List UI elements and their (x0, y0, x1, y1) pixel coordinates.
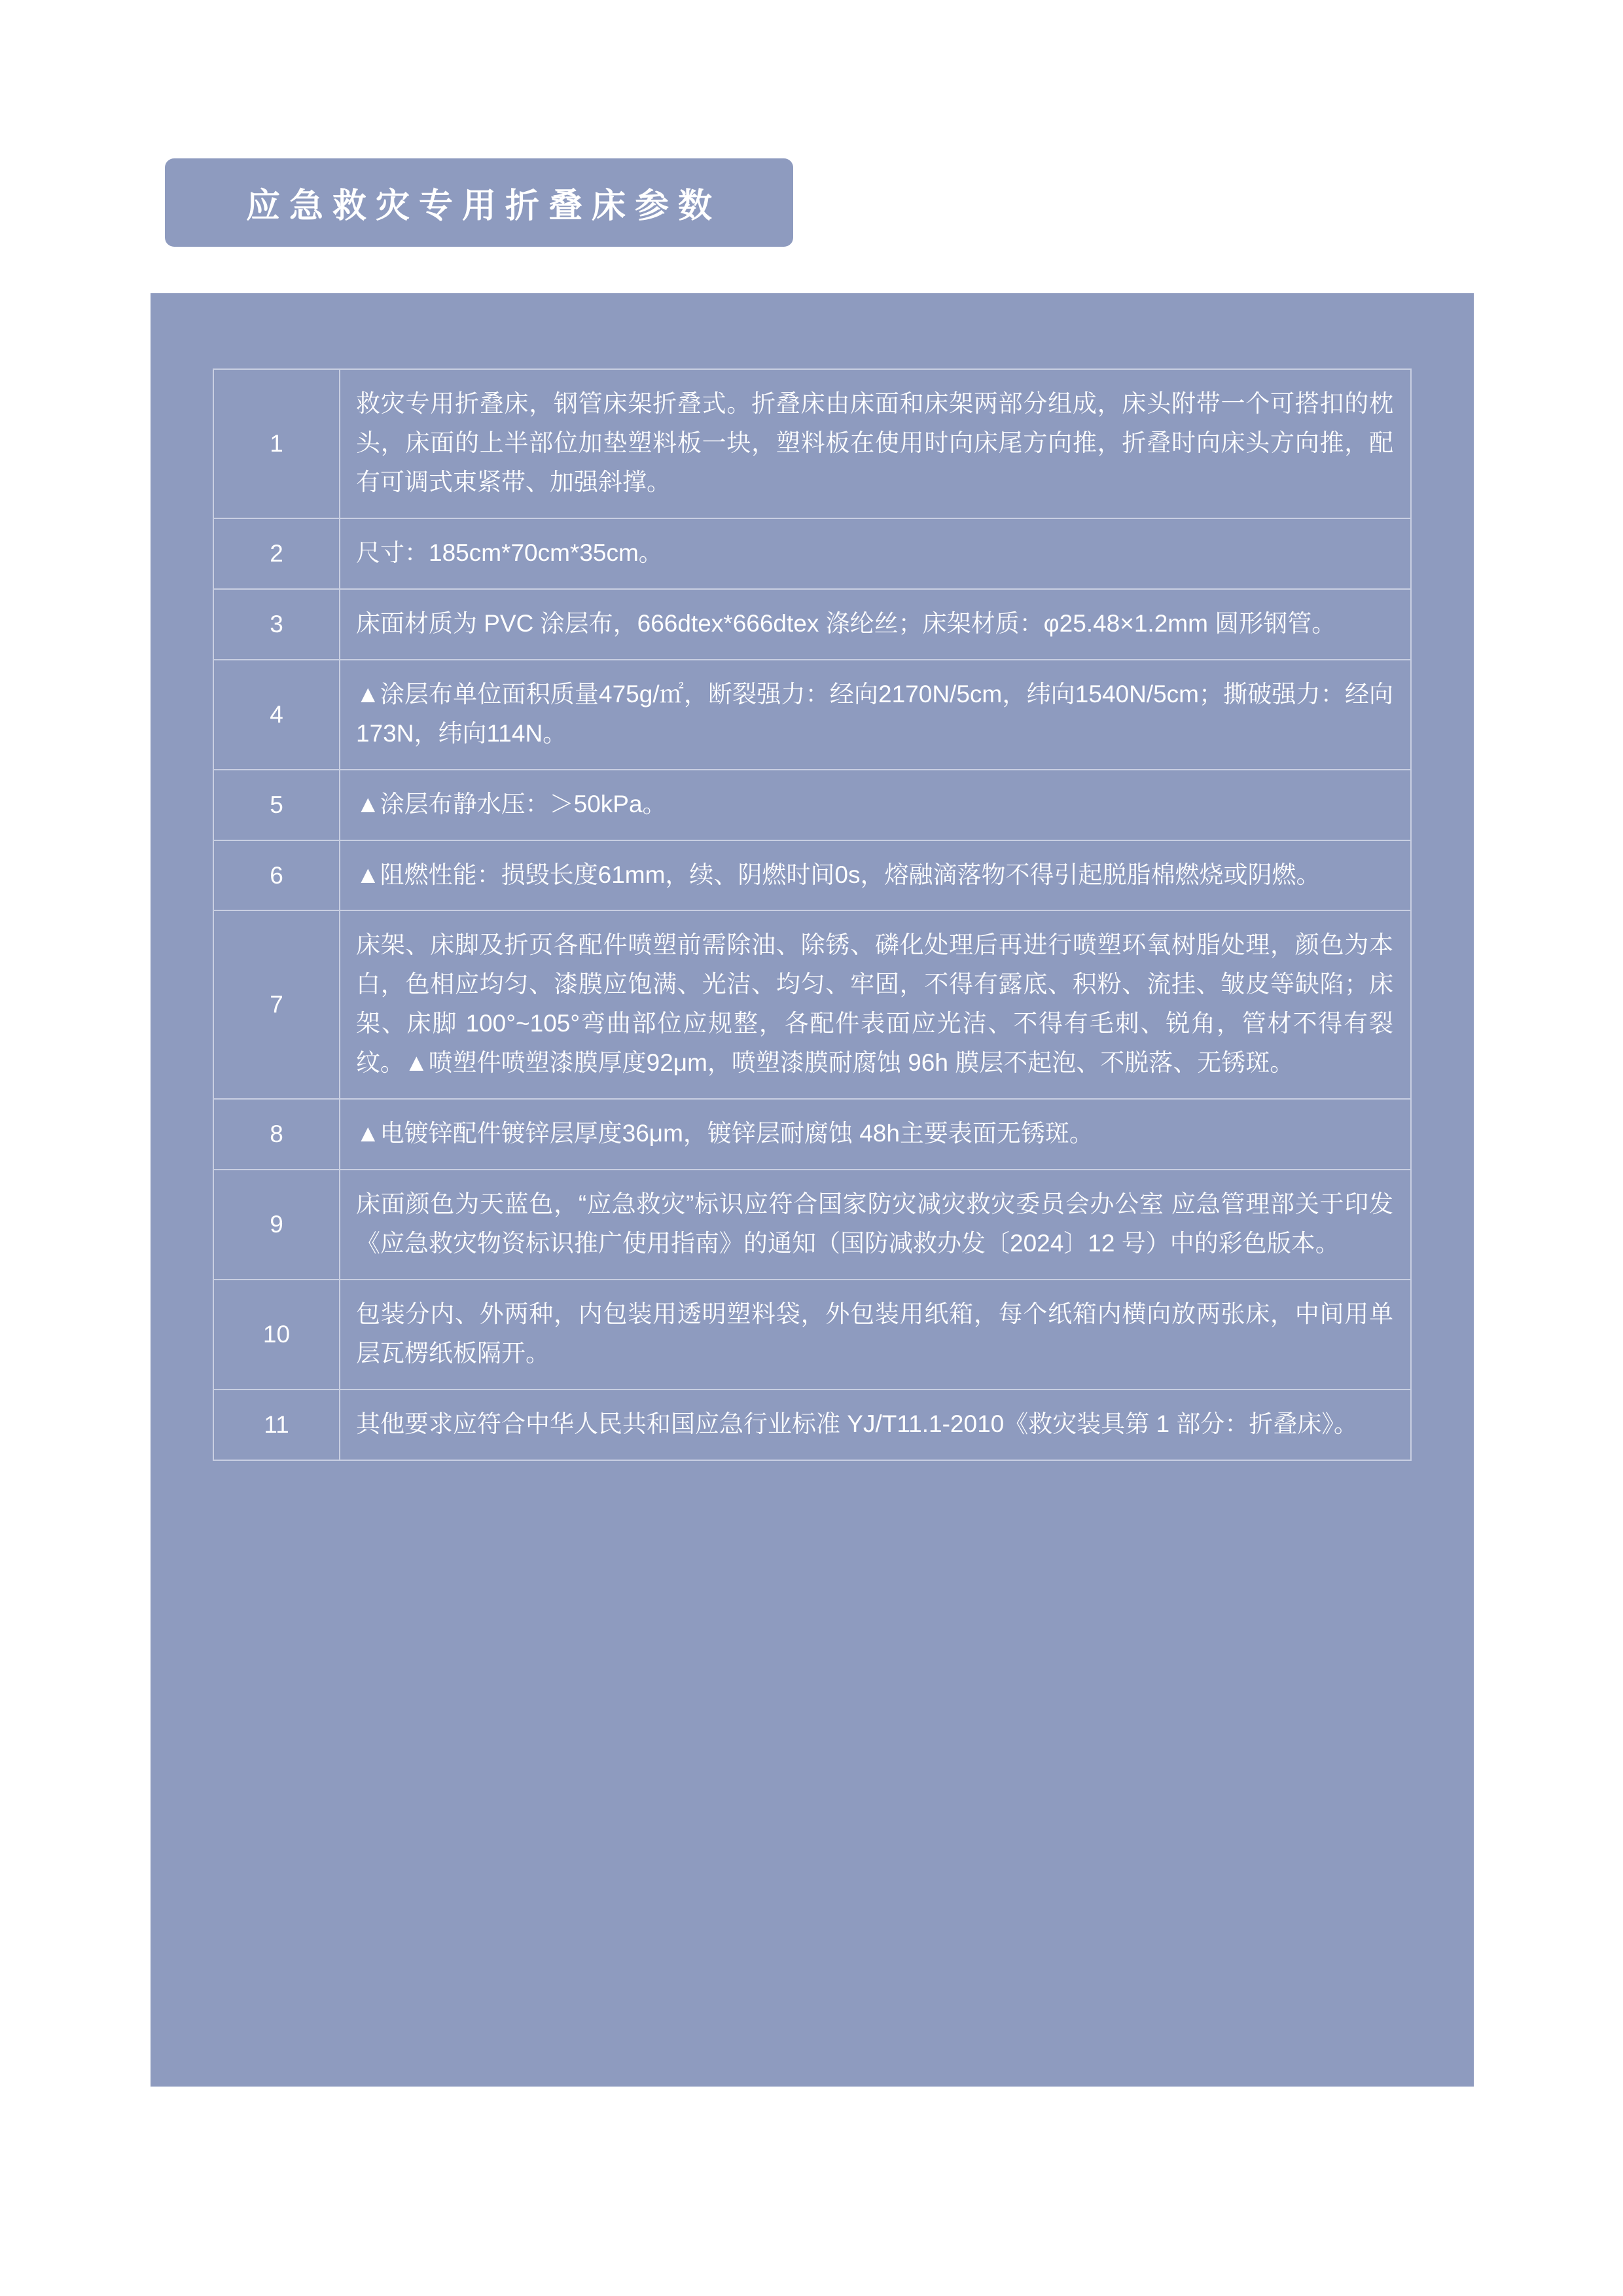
row-index: 9 (213, 1170, 340, 1280)
row-index: 2 (213, 518, 340, 589)
row-content: 包装分内、外两种，内包装用透明塑料袋，外包装用纸箱，每个纸箱内横向放两张床，中间用单层瓦楞纸板隔开。 (340, 1280, 1411, 1390)
row-content: ▲涂层布静水压：＞50kPa。 (340, 770, 1411, 840)
row-content: ▲涂层布单位面积质量475g/㎡，断裂强力：经向2170N/5cm，纬向1540N/5cm；撕破强力：经向173N，纬向114N。 (340, 660, 1411, 770)
row-index: 3 (213, 589, 340, 660)
row-content: ▲电镀锌配件镀锌层厚度36μm，镀锌层耐腐蚀 48h主要表面无锈斑。 (340, 1099, 1411, 1170)
row-content: 尺寸：185cm*70cm*35cm。 (340, 518, 1411, 589)
specification-table (213, 368, 1412, 1461)
row-index: 6 (213, 840, 340, 911)
table-row (213, 1390, 1411, 1460)
row-content: 其他要求应符合中华人民共和国应急行业标准 YJ/T11.1-2010《救灾装具第 1 部分：折叠床》。 (340, 1390, 1411, 1460)
row-index: 8 (213, 1099, 340, 1170)
row-index: 1 (213, 369, 340, 518)
row-index: 4 (213, 660, 340, 770)
row-index: 10 (213, 1280, 340, 1390)
table-row (213, 910, 1411, 1099)
table-row (213, 840, 1411, 911)
row-content: 床面材质为 PVC 涂层布，666dtex*666dtex 涤纶丝；床架材质：φ25.48×1.2mm 圆形钢管。 (340, 589, 1411, 660)
page-title: 应急救灾专用折叠床参数 (245, 187, 721, 225)
row-index: 11 (213, 1390, 340, 1460)
document-title-banner (165, 158, 793, 247)
row-index: 5 (213, 770, 340, 840)
table-row (213, 1099, 1411, 1170)
spec-table-container (213, 368, 1412, 1461)
row-index: 7 (213, 910, 340, 1099)
table-row (213, 660, 1411, 770)
table-row (213, 518, 1411, 589)
table-row (213, 1280, 1411, 1390)
row-content: 救灾专用折叠床，钢管床架折叠式。折叠床由床面和床架两部分组成，床头附带一个可搭扣的枕头，床面的上半部位加垫塑料板一块，塑料板在使用时向床尾方向推，折叠时向床头方向推，配有可调式束紧带、加强斜撑。 (340, 369, 1411, 518)
table-row (213, 589, 1411, 660)
row-content: ▲阻燃性能：损毁长度61mm，续、阴燃时间0s，熔融滴落物不得引起脱脂棉燃烧或阴燃。 (340, 840, 1411, 911)
row-content: 床架、床脚及折页各配件喷塑前需除油、除锈、磷化处理后再进行喷塑环氧树脂处理，颜色为本白，色相应均匀、漆膜应饱满、光洁、均匀、牢固，不得有露底、积粉、流挂、皱皮等缺陷；床架、床脚 100°~105°弯曲部位应规整，各配件表面应光洁、不得有毛刺、锐角，管材不得有裂纹。▲喷塑件喷塑漆膜厚度92μm，喷塑漆膜耐腐蚀 96h 膜层不起泡、不脱落、无锈斑。 (340, 910, 1411, 1099)
table-row (213, 1170, 1411, 1280)
row-content: 床面颜色为天蓝色，“应急救灾”标识应符合国家防灾减灾救灾委员会办公室 应急管理部关于印发《应急救灾物资标识推广使用指南》的通知（国防减救办发〔2024〕12 号）中的彩色版本。 (340, 1170, 1411, 1280)
table-row (213, 770, 1411, 840)
table-row (213, 369, 1411, 518)
